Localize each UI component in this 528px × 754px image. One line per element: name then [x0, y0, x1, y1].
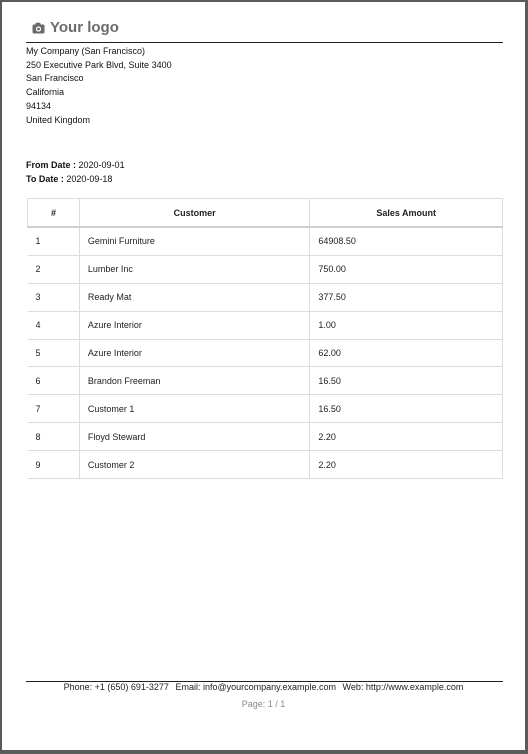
table-row [28, 395, 503, 423]
row-number: 8 [28, 423, 80, 451]
sales-table [27, 198, 503, 479]
sales-amount: 750.00 [310, 255, 503, 283]
column-header-customer: Customer [79, 199, 310, 228]
table-row [28, 451, 503, 479]
sales-amount: 16.50 [310, 395, 503, 423]
from-date [26, 158, 125, 172]
sales-amount: 64908.50 [310, 227, 503, 255]
footer-contact [2, 682, 525, 692]
sales-amount: 2.20 [310, 423, 503, 451]
sales-amount: 377.50 [310, 283, 503, 311]
table-row [28, 283, 503, 311]
date-range [26, 158, 125, 186]
customer-name: Azure Interior [79, 311, 310, 339]
customer-name: Ready Mat [79, 283, 310, 311]
to-date [26, 172, 125, 186]
table-row [28, 367, 503, 395]
footer-web: Web: http://www.example.com [342, 682, 464, 692]
footer-phone: Phone: +1 (650) 691-3277 [63, 682, 169, 692]
report-page [2, 2, 525, 750]
sales-amount: 16.50 [310, 367, 503, 395]
customer-name: Customer 1 [79, 395, 310, 423]
address-line: California [26, 87, 65, 98]
to-date-value: 2020-09-18 [66, 174, 113, 184]
to-date-label: To Date : [26, 174, 64, 184]
table-row [28, 255, 503, 283]
sales-amount: 2.20 [310, 451, 503, 479]
company-logo [32, 19, 119, 36]
row-number: 3 [28, 283, 80, 311]
row-number: 5 [28, 339, 80, 367]
footer-email: Email: info@yourcompany.example.com [175, 682, 336, 692]
sales-amount: 62.00 [310, 339, 503, 367]
customer-name: Azure Interior [79, 339, 310, 367]
customer-name: Floyd Steward [79, 423, 310, 451]
customer-name: Lumber Inc [79, 255, 310, 283]
row-number: 1 [28, 227, 80, 255]
table-row [28, 311, 503, 339]
address-line: San Francisco [26, 73, 84, 84]
page-number: Page: 1 / 1 [241, 699, 286, 709]
camera-icon [32, 22, 45, 34]
address-line: 94134 [26, 100, 52, 111]
customer-name: Customer 2 [79, 451, 310, 479]
address-line: 250 Executive Park Blvd, Suite 3400 [26, 59, 172, 70]
from-date-label: From Date : [26, 160, 77, 170]
company-address [26, 45, 172, 127]
sales-amount: 1.00 [310, 311, 503, 339]
table-row [28, 423, 503, 451]
row-number: 9 [28, 451, 80, 479]
column-header-number: # [28, 199, 80, 228]
row-number: 2 [28, 255, 80, 283]
logo-text: Your logo [50, 19, 119, 36]
row-number: 6 [28, 367, 80, 395]
address-line: United Kingdom [26, 114, 91, 125]
header-divider [26, 42, 503, 43]
row-number: 7 [28, 395, 80, 423]
customer-name: Gemini Furniture [79, 227, 310, 255]
address-line: My Company (San Francisco) [26, 46, 146, 56]
table-row [28, 339, 503, 367]
table-header-row [28, 199, 503, 228]
from-date-value: 2020-09-01 [78, 160, 125, 170]
column-header-sales-amount: Sales Amount [310, 199, 503, 228]
customer-name: Brandon Freeman [79, 367, 310, 395]
table-row [28, 227, 503, 255]
row-number: 4 [28, 311, 80, 339]
